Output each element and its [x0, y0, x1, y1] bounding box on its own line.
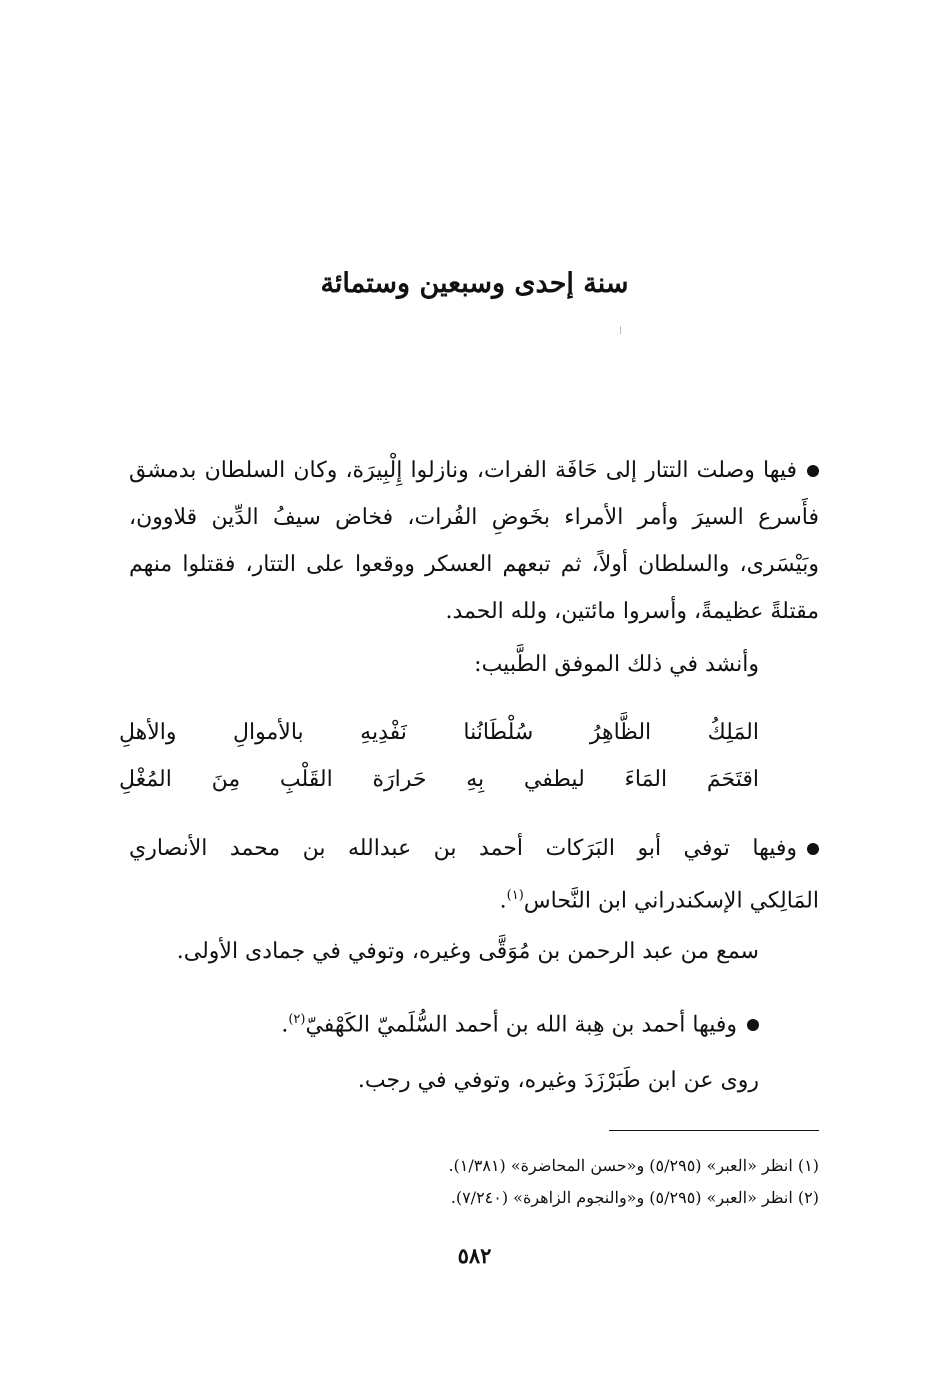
paragraph-2-line-1: [129, 825, 819, 872]
verse-line-2: [119, 756, 759, 803]
paragraph-4-period: .: [281, 1012, 289, 1038]
paragraph-2-line-2-text: المَالِكي الإسكندراني ابن النَّحاس: [523, 888, 819, 914]
scan-speck: [620, 326, 621, 334]
footnote-ref-2: (٢): [288, 1012, 306, 1027]
verse-line-1: [119, 709, 759, 756]
footnote-ref-1: (١): [506, 888, 524, 903]
verse-word: ليطفي: [523, 767, 585, 792]
bullet-icon: [807, 843, 819, 855]
bullet-icon: [807, 465, 819, 477]
verse-word: المَاءَ: [624, 767, 668, 792]
paragraph-2-line-2: [129, 872, 819, 924]
footnote-1: (١) انظر «العبر» (٥/٢٩٥) و«حسن المحاضرة» (١/٣٨١).: [448, 1156, 819, 1175]
paragraph-5: روى عن ابن طَبَرْزَدَ وغيره، وتوفي في رجب.: [357, 1068, 759, 1093]
verse-word: المُغْلِ: [119, 767, 172, 792]
verse-word: الظَّاهِرُ: [589, 720, 652, 745]
paragraph-4: [281, 996, 759, 1048]
poem-intro: وأنشد في ذلك الموفق الطَّبيب:: [474, 652, 759, 677]
verse-word: والأهلِ: [119, 720, 177, 745]
footnote-2: (٢) انظر «العبر» (٥/٢٩٥) و«والنجوم الزاهرة» (٧/٢٤٠).: [450, 1188, 819, 1207]
verse-word: نَفْدِيهِ: [360, 720, 407, 745]
footnote-separator: [609, 1130, 819, 1131]
paragraph-2-line-1-text: وفيها توفي أبو البَرَكات أحمد بن عبدالله بن محمد الأنصاري: [129, 836, 797, 861]
page-number: ٥٨٢: [457, 1243, 492, 1268]
page-title: سنة إحدى وسبعين وستمائة: [320, 268, 629, 299]
verse-word: حَرارَة: [372, 767, 427, 792]
verse-word: المَلِكُ: [707, 720, 759, 745]
verse-word: اقتَحَمَ: [706, 767, 759, 792]
paragraph-1: [129, 447, 819, 635]
paragraph-3: سمع من عبد الرحمن بن مُوَقَّى وغيره، وتوفي في جمادى الأولى.: [176, 939, 759, 964]
paragraph-4-text: وفيها أحمد بن هِبة الله بن أحمد السُّلَميّ الكَهْفيّ: [305, 1012, 737, 1038]
paragraph-1-text: فيها وصلت التتار إلى حَافَة الفرات، ونازلوا إِلْبِيرَة، وكان السلطان بدمشق فأَسرع السيرَ وأمر الأمراء بخَوضِ الفُرات، فخاض سيفُ الدِّين قلاوون، وبَيْسَرى، والسلطان أولاً، ثم تبعهم العسكر ووقعوا على التتار، فقتلوا منهم مقتلةً عظيمةً، وأسروا مائتين، ولله الحمد.: [129, 458, 819, 624]
bullet-icon: [747, 1019, 759, 1031]
verse-word: بِهِ: [466, 767, 485, 792]
verse-word: مِنَ: [211, 767, 241, 792]
verse-word: القَلْبِ: [279, 767, 333, 792]
verse-word: سُلْطَانُنا: [463, 720, 534, 745]
verse-word: بالأموالِ: [233, 720, 304, 745]
paragraph-2-period: .: [499, 888, 507, 914]
